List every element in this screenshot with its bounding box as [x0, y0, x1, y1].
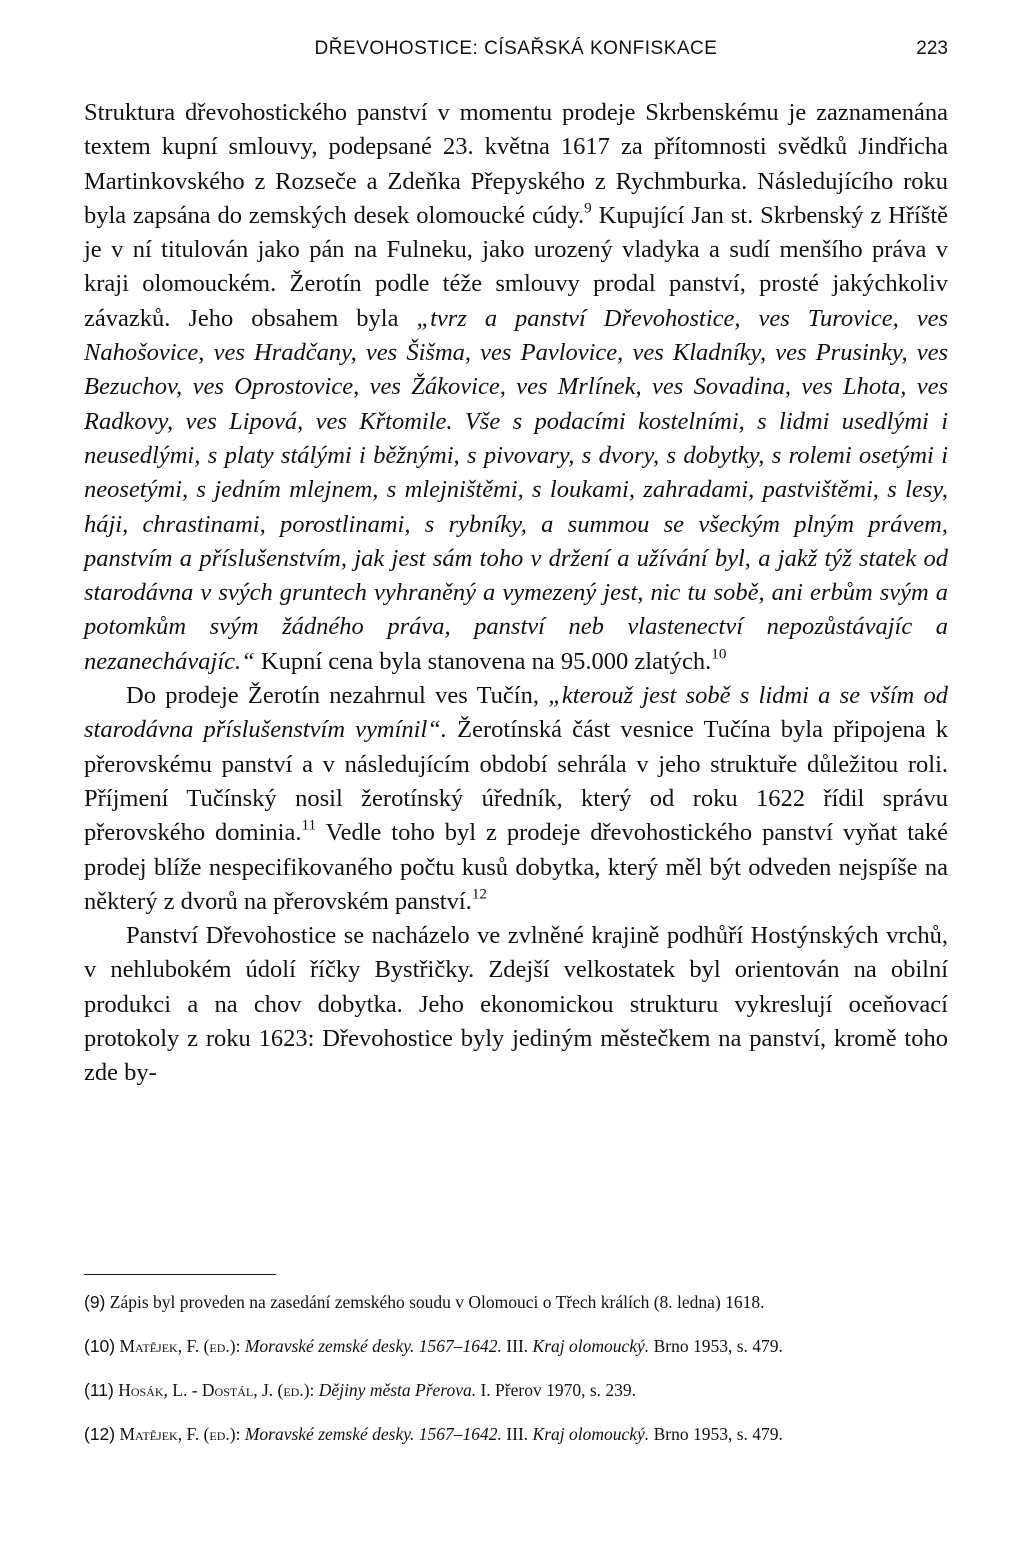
- footnote-10-number: (10): [84, 1336, 116, 1356]
- contract-quote: „tvrz a panství Dřevohostice, ves Turovice, ves Nahošovice, ves Hradčany, ves Šišma, ves Pavlovice, ves Kladníky, ves Prusinky, ves Bezuchov, ves Oprostovice, ves Žákovice, ves Mrlínek, ves Sovadina, ves Lhota, ves Radkovy, ves Lipová, ves Křtomile. Vše s podacími kostelními, s lidmi usedlými i neusedlými, s platy stálými i běžnými, s pivovary, s dvory, s dobytky, s rolemi osetými i neosetými, s jedním mlejnem, s mlejništěmi, s loukami, zahradami, pastvištěmi, s lesy, háji, chrastinami, porostlinami, s rybníky, a summou se všeckým plným právem, panstvím a příslušenstvím, jak jest sám toho v držení a užívání byl, a jakž týž statek od starodávna v svých gruntech vyhraněný a vymezený jest, nic tu sobě, ani erbům svým a potomkům svým žádného práva, panství neb vlastenectví nepozůstávajíc a nezanechávajíc.“: [84, 304, 948, 675]
- paragraph-2-text-c: Vedle toho byl z prodeje dřevohostického panství vyňat také prodej blíže nespecifikovaného počtu kusů dobytka, který měl být odveden nejspíše na některý z dvorů na přerovském panství.: [84, 819, 948, 915]
- paragraph-3: Panství Dřevohostice se nacházelo ve zvlněné krajině podhůří Hostýnských vrchů, v nehlubokém údolí říčky Bystřičky. Zdejší velkostatek byl orientován na obilní produkci a na chov dobytka. Jeho ekonomickou strukturu vykreslují oceňovací protokoly z roku 1623: Dřevohostice byly jediným městečkem na panství, kromě toho zde by-: [84, 922, 948, 1087]
- page-number: 223: [916, 38, 948, 59]
- footnote-12-author: Matějek, F. (ed.):: [115, 1424, 245, 1444]
- footnote-12-title: Moravské zemské desky. 1567–1642.: [244, 1424, 502, 1444]
- footnote-12-rest: Brno 1953, s. 479.: [649, 1424, 783, 1444]
- footnote-10-rest: Brno 1953, s. 479.: [649, 1336, 783, 1356]
- footnote-10-title: Moravské zemské desky. 1567–1642.: [244, 1336, 502, 1356]
- running-head: DŘEVOHOSTICE: CÍSAŘSKÁ KONFISKACE: [314, 38, 718, 59]
- footnote-11-title: Dějiny města Přerova.: [318, 1380, 477, 1400]
- paragraph-2-text-a: Do prodeje Žerotín nezahrnul ves Tučín,: [126, 682, 549, 710]
- footnote-10-subtitle: Kraj olomoucký.: [532, 1336, 650, 1356]
- footnote-11: [84, 1378, 948, 1403]
- footnote-12: [84, 1422, 948, 1447]
- footnote-11-author: Hosák, L. - Dostál, J. (ed.):: [113, 1380, 319, 1400]
- paragraph-2: [84, 679, 948, 919]
- footnotes: [84, 1290, 948, 1466]
- footnote-11-rest: I. Přerov 1970, s. 239.: [476, 1380, 637, 1400]
- footnote-12-number: (12): [84, 1424, 116, 1444]
- footnote-11-number: (11): [84, 1380, 114, 1400]
- footnote-10-volume: III.: [501, 1336, 533, 1356]
- footnote-ref-12[interactable]: 12: [471, 885, 487, 903]
- paragraph-1-text-b: Kupující Jan st. Skrbenský z Hříště je v ní titulován jako pán na Fulneku, jako urozený vladyka a sudí menšího práva v kraji olomouckém. Žerotín podle téže smlouvy prodal panství, prosté jakýchkoliv závazků. Jeho obsahem byla: [84, 201, 948, 332]
- footnote-9: [84, 1290, 948, 1315]
- footnote-12-volume: III.: [501, 1424, 533, 1444]
- page-header: [84, 38, 948, 68]
- footnote-10-author: Matějek, F. (ed.):: [115, 1336, 245, 1356]
- main-text: [84, 96, 948, 1091]
- paragraph-2-text-b: Žerotínská část vesnice Tučína byla připojena k přerovskému panství a v následujícím období sehrála v jeho struktuře důležitou roli. Příjmení Tučínský nosil žerotínský úředník, který od roku 1622 řídil správu přerovského dominia.: [84, 716, 949, 847]
- paragraph-1-text-c: Kupní cena byla stanovena na 95.000 zlatých.: [254, 647, 712, 675]
- footnote-9-text: Zápis byl proveden na zasedání zemského soudu v Olomouci o Třech králích (8. ledna) 1618.: [105, 1292, 765, 1312]
- footnote-10: [84, 1334, 948, 1359]
- tucin-quote: „kterouž jest sobě s lidmi a se vším od starodávna příslušenstvím vymínil“.: [84, 682, 948, 744]
- footnote-9-number: (9): [84, 1292, 106, 1312]
- paragraph-1-text-a: Struktura dřevohostického panství v momentu prodeje Skrbenskému je zaznamenána textem kupní smlouvy, podepsané 23. května 1617 za přítomnosti svědků Jindřicha Martinkovského z Rozseče a Zdeňka Přepyského z Rychmburka. Následujícího roku byla zapsána do zemských desek olomoucké cúdy.: [84, 99, 948, 229]
- footnote-12-subtitle: Kraj olomoucký.: [532, 1424, 650, 1444]
- footnote-ref-11[interactable]: 11: [301, 816, 317, 834]
- footnote-divider: [84, 1274, 276, 1275]
- paragraph-1: [84, 96, 948, 679]
- footnote-ref-10[interactable]: 10: [711, 645, 727, 663]
- footnote-ref-9[interactable]: 9: [584, 199, 592, 217]
